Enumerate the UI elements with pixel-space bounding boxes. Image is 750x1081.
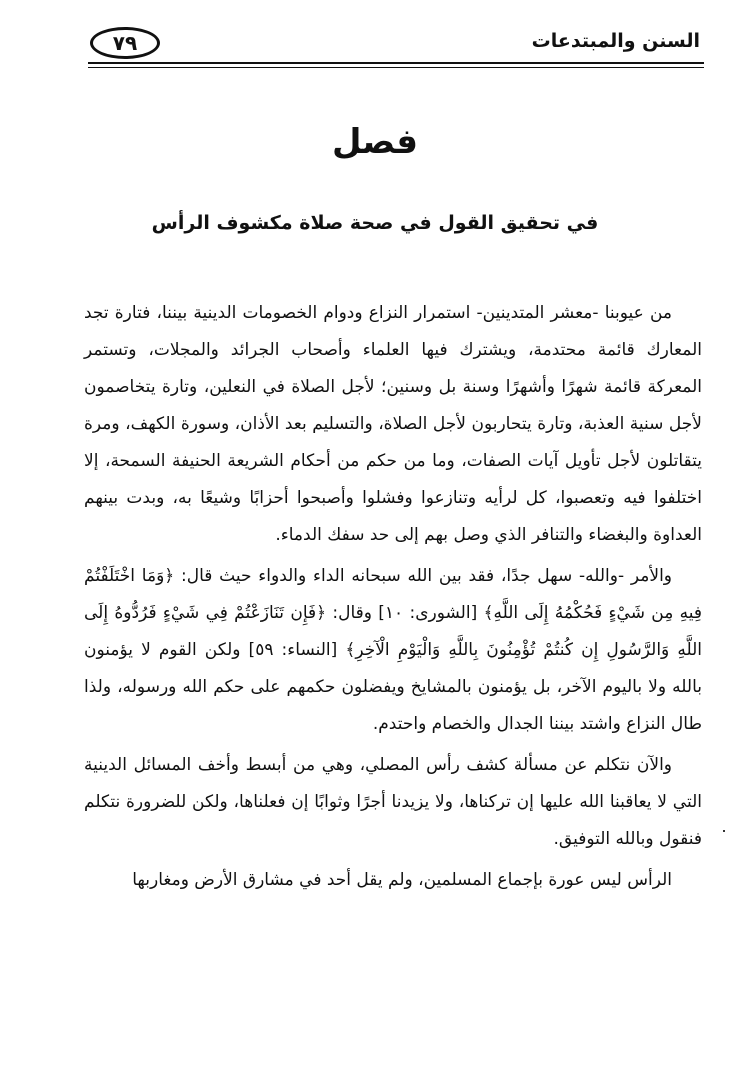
running-header [88,22,704,68]
paragraph: والأمر -والله- سهل جدًا، فقد بين الله سبحانه الداء والدواء حيث قال: ﴿وَمَا اخْتَلَفْتُمْ فِيهِ مِن شَيْءٍ فَحُكْمُهُ إِلَى اللَّهِ﴾ [الشورى: ١٠] وقال: ﴿فَإِن تَنَازَعْتُمْ فِي شَيْءٍ فَرُدُّوهُ إِلَى اللَّهِ وَالرَّسُولِ إِن كُنتُمْ تُؤْمِنُونَ بِاللَّهِ وَالْيَوْمِ الْآخِرِ﴾ [النساء: ٥٩] ولكن القوم لا يؤمنون بالله ولا باليوم الآخر، بل يؤمنون بالمشايخ ويفضلون حكمهم على حكم الله ورسوله، ولذا طال النزاع واشتد بيننا الجدال والخصام واحتدم. [84,566,702,734]
running-header-title: السنن والمبتدعات [531,30,700,52]
chapter-title: فصل [331,122,419,162]
paragraph: الرأس ليس عورة بإجماع المسلمين، ولم يقل أحد في مشارق الأرض ومغاربها [132,870,672,890]
scan-speck [723,830,725,832]
paragraph: من عيوبنا -معشر المتدينين- استمرار النزاع ودوام الخصومات الدينية بيننا، فتارة تجد المعارك قائمة محتدمة، ويشترك فيها العلماء وأصحاب الجرائد والمجلات، وتستمر المعركة قائمة شهرًا وأشهرًا وسنة بل وسنين؛ لأجل الصلاة في النعلين، وتارة يتخاصمون لأجل سنية العذبة، وتارة يتحاربون لأجل الصلاة، والتسليم بعد الأذان، وسورة الكهف، ومرة يتقاتلون لأجل تأويل آيات الصفات، وما من حكم من أحكام الشريعة الحنيفة السمحة، إلا اختلفوا فيه وتعصبوا، كل لرأيه وتنازعوا وفشلوا وأصبحوا أحزابًا وشيعًا به، وبدت بينهم العداوة والبغضاء والتنافر الذي وصل بهم إلى حد سفك الدماء. [84,303,702,545]
page-number: ٧٩ [90,27,160,59]
paragraph: والآن نتكلم عن مسألة كشف رأس المصلي، وهي من أبسط وأخف المسائل الدينية التي لا يعاقبنا الله عليها إن تركناها، ولا يزيدنا أجرًا وثوابًا إن فعلناها، ولكن للضرورة نتكلم فنقول وبالله التوفيق. [84,755,702,849]
header-rule [88,62,704,68]
section-title: في تحقيق القول في صحة صلاة مكشوف الرأس [151,212,599,234]
body-text [84,295,702,903]
